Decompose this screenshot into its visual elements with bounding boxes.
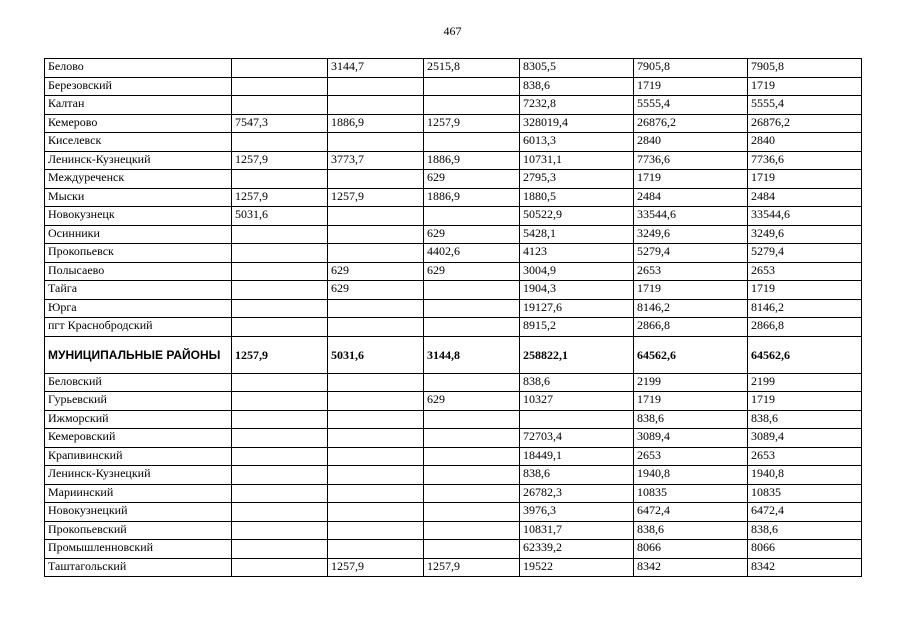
value-cell-6: 6472,4 (748, 503, 862, 522)
value-cell-3: 629 (424, 225, 520, 244)
value-cell-4: 10831,7 (520, 521, 634, 540)
value-cell-4: 2795,3 (520, 170, 634, 189)
value-cell-1 (232, 521, 328, 540)
value-cell-3 (424, 447, 520, 466)
value-cell-3 (424, 207, 520, 226)
value-cell-6: 10835 (748, 484, 862, 503)
table-row (45, 503, 862, 522)
table-row (45, 188, 862, 207)
value-cell-1 (232, 281, 328, 300)
value-cell-6: 1719 (748, 77, 862, 96)
value-cell-2: 629 (328, 262, 424, 281)
row-name-cell: Ижморский (45, 410, 232, 429)
value-cell-6: 2653 (748, 262, 862, 281)
value-cell-4: 838,6 (520, 373, 634, 392)
page-number: 467 (443, 24, 462, 38)
value-cell-3 (424, 133, 520, 152)
value-cell-2 (328, 540, 424, 559)
value-cell-4 (520, 410, 634, 429)
value-cell-4: 10731,1 (520, 151, 634, 170)
value-cell-6: 8146,2 (748, 299, 862, 318)
table-row (45, 262, 862, 281)
value-cell-1 (232, 558, 328, 577)
value-cell-2 (328, 429, 424, 448)
table-row (45, 77, 862, 96)
value-cell-3: 3144,8 (424, 336, 520, 373)
value-cell-1 (232, 96, 328, 115)
value-cell-6: 2653 (748, 447, 862, 466)
value-cell-2 (328, 521, 424, 540)
value-cell-1: 7547,3 (232, 114, 328, 133)
value-cell-2: 1257,9 (328, 188, 424, 207)
row-name-cell: Прокопьевск (45, 244, 232, 263)
value-cell-5: 2199 (634, 373, 748, 392)
table-row (45, 410, 862, 429)
value-cell-1 (232, 466, 328, 485)
value-cell-5: 1719 (634, 392, 748, 411)
value-cell-2: 3773,7 (328, 151, 424, 170)
value-cell-5: 8066 (634, 540, 748, 559)
value-cell-2 (328, 410, 424, 429)
value-cell-6: 8342 (748, 558, 862, 577)
table-row (45, 299, 862, 318)
value-cell-2 (328, 225, 424, 244)
row-name-cell: Крапивинский (45, 447, 232, 466)
value-cell-4: 838,6 (520, 466, 634, 485)
value-cell-4: 328019,4 (520, 114, 634, 133)
table-row (45, 170, 862, 189)
value-cell-3: 1886,9 (424, 188, 520, 207)
value-cell-5: 8342 (634, 558, 748, 577)
value-cell-5: 838,6 (634, 410, 748, 429)
value-cell-5: 7905,8 (634, 59, 748, 78)
value-cell-3 (424, 540, 520, 559)
value-cell-4: 10327 (520, 392, 634, 411)
value-cell-1 (232, 447, 328, 466)
value-cell-5: 838,6 (634, 521, 748, 540)
table-row (45, 281, 862, 300)
row-name-cell: Киселевск (45, 133, 232, 152)
row-name-cell: Полысаево (45, 262, 232, 281)
row-name-cell: МУНИЦИПАЛЬНЫЕ РАЙОНЫ (45, 336, 232, 373)
value-cell-2 (328, 466, 424, 485)
table-row (45, 484, 862, 503)
value-cell-1 (232, 392, 328, 411)
value-cell-1: 5031,6 (232, 207, 328, 226)
value-cell-4: 4123 (520, 244, 634, 263)
table-row (45, 558, 862, 577)
value-cell-6: 838,6 (748, 521, 862, 540)
value-cell-3: 2515,8 (424, 59, 520, 78)
value-cell-2 (328, 244, 424, 263)
value-cell-2: 629 (328, 281, 424, 300)
value-cell-2 (328, 96, 424, 115)
value-cell-5: 10835 (634, 484, 748, 503)
value-cell-3: 1257,9 (424, 114, 520, 133)
value-cell-3 (424, 503, 520, 522)
value-cell-1: 1257,9 (232, 336, 328, 373)
value-cell-4: 62339,2 (520, 540, 634, 559)
value-cell-2 (328, 373, 424, 392)
value-cell-5: 1940,8 (634, 466, 748, 485)
row-name-cell: Новокузнецкий (45, 503, 232, 522)
value-cell-3 (424, 77, 520, 96)
value-cell-4: 8915,2 (520, 318, 634, 337)
value-cell-3 (424, 429, 520, 448)
table-row (45, 151, 862, 170)
table-row (45, 540, 862, 559)
table-body (45, 59, 862, 577)
row-name-cell: Калтан (45, 96, 232, 115)
value-cell-2 (328, 77, 424, 96)
table-row (45, 114, 862, 133)
value-cell-2 (328, 318, 424, 337)
row-name-cell: Белово (45, 59, 232, 78)
value-cell-1 (232, 410, 328, 429)
value-cell-4: 5428,1 (520, 225, 634, 244)
value-cell-1 (232, 373, 328, 392)
table-row (45, 318, 862, 337)
value-cell-5: 1719 (634, 77, 748, 96)
value-cell-3 (424, 318, 520, 337)
value-cell-2 (328, 133, 424, 152)
value-cell-6: 8066 (748, 540, 862, 559)
value-cell-3: 4402,6 (424, 244, 520, 263)
value-cell-6: 7905,8 (748, 59, 862, 78)
row-name-cell: Таштагольский (45, 558, 232, 577)
value-cell-2 (328, 170, 424, 189)
value-cell-1 (232, 503, 328, 522)
value-cell-5: 5555,4 (634, 96, 748, 115)
table-row (45, 447, 862, 466)
value-cell-6: 3249,6 (748, 225, 862, 244)
value-cell-2: 3144,7 (328, 59, 424, 78)
table-row (45, 244, 862, 263)
row-name-cell: Кемеровский (45, 429, 232, 448)
row-name-cell: Беловский (45, 373, 232, 392)
value-cell-4: 6013,3 (520, 133, 634, 152)
value-cell-2 (328, 392, 424, 411)
table-row (45, 466, 862, 485)
table-row (45, 429, 862, 448)
table-row (45, 521, 862, 540)
value-cell-6: 7736,6 (748, 151, 862, 170)
value-cell-1 (232, 170, 328, 189)
value-cell-5: 1719 (634, 281, 748, 300)
value-cell-5: 2840 (634, 133, 748, 152)
value-cell-5: 26876,2 (634, 114, 748, 133)
value-cell-4: 19127,6 (520, 299, 634, 318)
value-cell-4: 838,6 (520, 77, 634, 96)
value-cell-4: 1880,5 (520, 188, 634, 207)
value-cell-2: 1257,9 (328, 558, 424, 577)
value-cell-3 (424, 299, 520, 318)
table-row (45, 207, 862, 226)
value-cell-4: 18449,1 (520, 447, 634, 466)
value-cell-4: 3004,9 (520, 262, 634, 281)
row-name-cell: Промышленновский (45, 540, 232, 559)
table-row (45, 133, 862, 152)
value-cell-6: 2866,8 (748, 318, 862, 337)
value-cell-2: 5031,6 (328, 336, 424, 373)
value-cell-6: 5555,4 (748, 96, 862, 115)
value-cell-1 (232, 262, 328, 281)
value-cell-6: 1719 (748, 392, 862, 411)
value-cell-2 (328, 447, 424, 466)
value-cell-5: 8146,2 (634, 299, 748, 318)
value-cell-1 (232, 244, 328, 263)
value-cell-5: 3249,6 (634, 225, 748, 244)
value-cell-5: 1719 (634, 170, 748, 189)
value-cell-6: 2199 (748, 373, 862, 392)
value-cell-2 (328, 484, 424, 503)
value-cell-5: 7736,6 (634, 151, 748, 170)
value-cell-4: 8305,5 (520, 59, 634, 78)
value-cell-6: 1719 (748, 170, 862, 189)
value-cell-1: 1257,9 (232, 151, 328, 170)
value-cell-1: 1257,9 (232, 188, 328, 207)
value-cell-6: 2840 (748, 133, 862, 152)
value-cell-1 (232, 133, 328, 152)
value-cell-1 (232, 429, 328, 448)
value-cell-3: 1257,9 (424, 558, 520, 577)
row-name-cell: Мыски (45, 188, 232, 207)
row-name-cell: пгт Краснобродский (45, 318, 232, 337)
value-cell-1 (232, 299, 328, 318)
value-cell-1 (232, 77, 328, 96)
value-cell-2 (328, 207, 424, 226)
row-name-cell: Мариинский (45, 484, 232, 503)
row-name-cell: Ленинск-Кузнецкий (45, 466, 232, 485)
value-cell-6: 838,6 (748, 410, 862, 429)
value-cell-2 (328, 299, 424, 318)
value-cell-4: 3976,3 (520, 503, 634, 522)
value-cell-6: 2484 (748, 188, 862, 207)
value-cell-5: 64562,6 (634, 336, 748, 373)
value-cell-1 (232, 59, 328, 78)
value-cell-6: 33544,6 (748, 207, 862, 226)
value-cell-1 (232, 318, 328, 337)
value-cell-5: 6472,4 (634, 503, 748, 522)
value-cell-5: 2866,8 (634, 318, 748, 337)
table-row-section-header (45, 336, 862, 373)
value-cell-6: 26876,2 (748, 114, 862, 133)
row-name-cell: Кемерово (45, 114, 232, 133)
value-cell-3 (424, 521, 520, 540)
row-name-cell: Гурьевский (45, 392, 232, 411)
value-cell-4: 19522 (520, 558, 634, 577)
value-cell-3 (424, 373, 520, 392)
value-cell-3 (424, 484, 520, 503)
value-cell-3 (424, 410, 520, 429)
value-cell-1 (232, 225, 328, 244)
value-cell-5: 2653 (634, 447, 748, 466)
value-cell-3 (424, 96, 520, 115)
value-cell-4: 26782,3 (520, 484, 634, 503)
table-row (45, 373, 862, 392)
value-cell-2 (328, 503, 424, 522)
row-name-cell: Тайга (45, 281, 232, 300)
value-cell-5: 2484 (634, 188, 748, 207)
value-cell-4: 1904,3 (520, 281, 634, 300)
data-table (44, 58, 862, 577)
value-cell-3: 629 (424, 392, 520, 411)
table-row (45, 59, 862, 78)
row-name-cell: Новокузнецк (45, 207, 232, 226)
value-cell-5: 3089,4 (634, 429, 748, 448)
value-cell-6: 1940,8 (748, 466, 862, 485)
value-cell-5: 5279,4 (634, 244, 748, 263)
table-row (45, 96, 862, 115)
value-cell-6: 5279,4 (748, 244, 862, 263)
row-name-cell: Ленинск-Кузнецкий (45, 151, 232, 170)
value-cell-4: 7232,8 (520, 96, 634, 115)
value-cell-6: 3089,4 (748, 429, 862, 448)
value-cell-6: 1719 (748, 281, 862, 300)
value-cell-1 (232, 540, 328, 559)
value-cell-6: 64562,6 (748, 336, 862, 373)
value-cell-1 (232, 484, 328, 503)
value-cell-3: 629 (424, 262, 520, 281)
table-row (45, 392, 862, 411)
value-cell-3 (424, 281, 520, 300)
value-cell-4: 72703,4 (520, 429, 634, 448)
row-name-cell: Прокопьевский (45, 521, 232, 540)
value-cell-3: 1886,9 (424, 151, 520, 170)
row-name-cell: Осинники (45, 225, 232, 244)
row-name-cell: Юрга (45, 299, 232, 318)
value-cell-5: 33544,6 (634, 207, 748, 226)
value-cell-2: 1886,9 (328, 114, 424, 133)
value-cell-3: 629 (424, 170, 520, 189)
table-row (45, 225, 862, 244)
value-cell-4: 258822,1 (520, 336, 634, 373)
value-cell-4: 50522,9 (520, 207, 634, 226)
value-cell-5: 2653 (634, 262, 748, 281)
row-name-cell: Березовский (45, 77, 232, 96)
value-cell-3 (424, 466, 520, 485)
row-name-cell: Междуреченск (45, 170, 232, 189)
